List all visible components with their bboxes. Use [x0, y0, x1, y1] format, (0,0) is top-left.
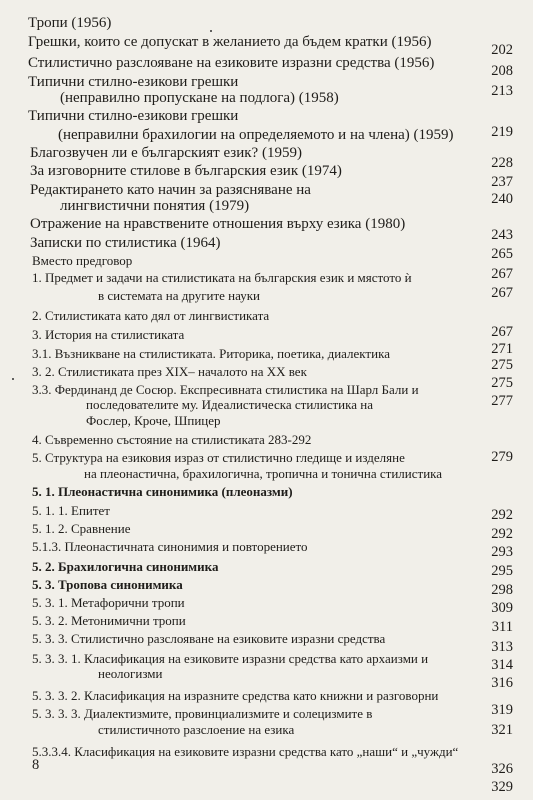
- toc-entry-title: лингвистични понятия (1979): [60, 198, 250, 214]
- toc-page-number: 228: [491, 155, 513, 171]
- toc-entry-title: 5. 3. 2. Метонимични тропи: [32, 613, 186, 628]
- toc-page-number: 275: [491, 357, 513, 373]
- toc-page-number: 219: [491, 124, 513, 140]
- toc-page-number: 316: [491, 675, 513, 691]
- toc-page-number: 213: [491, 83, 513, 99]
- toc-page-number: 275: [491, 375, 513, 391]
- toc-entry-title: 5. 1. Плеонастична синонимика (плеоназми): [32, 484, 293, 499]
- toc-page-number: 329: [491, 779, 513, 795]
- toc-entry-title: Редактирането като начин за разясняване на: [30, 182, 311, 198]
- toc-entry-title: 5. 3. 3. Стилистично разслоявaне на езиковите изразни средства: [32, 631, 386, 646]
- toc-page-number: 293: [491, 544, 513, 560]
- toc-page-number: 267: [491, 285, 513, 301]
- toc-entry-title: (неправилни брахилогии на определяемото и на члена) (1959): [58, 127, 454, 143]
- toc-entry-title: 5. 3. 1. Метафорични тропи: [32, 595, 185, 610]
- toc-entry-title: Записки по стилистика (1964): [30, 235, 221, 251]
- toc-page-number: 321: [491, 722, 513, 738]
- toc-entry-title: Грешки, които се допускат в желанието да бъдем кратки (1956): [28, 34, 432, 50]
- toc-entry-title: стилистичното разслоение на езика: [98, 722, 295, 737]
- toc-page-number: 208: [491, 63, 513, 79]
- toc-page-number: 313: [491, 639, 513, 655]
- toc-entry-title: 3. История на стилистиката: [32, 327, 185, 342]
- toc-page-number: 326: [491, 761, 513, 777]
- toc-entry-title: Отражение на нравствените отношения върху езика (1980): [30, 216, 406, 232]
- toc-entry-title: 5. 3. Тропова синонимика: [32, 577, 183, 592]
- toc-entry-title: 3.1. Възникване на стилистиката. Риторика, поетика, диалектика: [32, 346, 390, 361]
- toc-entry-title: 5. Структура на езиковия израз от стилистично гледище и изделяне: [32, 450, 405, 465]
- toc-page-number: 314: [491, 657, 513, 673]
- toc-entry-title: 5. 1. 1. Епитет: [32, 503, 110, 518]
- toc-entry-title: Благозвучен ли е българският език? (1959): [30, 145, 302, 161]
- toc-page-number: 279: [491, 449, 513, 465]
- toc-page-number: 237: [491, 174, 513, 190]
- toc-page-number: 311: [491, 619, 513, 635]
- toc-page-number: 243: [491, 227, 513, 243]
- toc-entry-title: 5. 1. 2. Сравнение: [32, 521, 131, 536]
- toc-entry-title: Типични стилно-езикови грешки: [28, 108, 239, 124]
- toc-page-number: 309: [491, 600, 513, 616]
- toc-entry-title: 5. 3. 3. 1. Класификация на езиковите изразни средства като архаизми и: [32, 651, 429, 666]
- toc-entry-title: последователите му. Идеалистическа стилистика на: [86, 397, 374, 412]
- toc-page-number: 271: [491, 341, 513, 357]
- toc-entry-title: 3.3. Фердинанд де Сосюр. Експресивната стилистика на Шарл Бали и: [32, 382, 419, 397]
- toc-page-number: 292: [491, 526, 513, 542]
- toc-entry-title: на плеонастична, брахилогична, тропична и тонична стилистика: [84, 466, 443, 481]
- toc-entry-title: 4. Съвременно състояние на стилистиката 283-292: [32, 432, 312, 447]
- toc-page-number: 277: [491, 393, 513, 409]
- toc-entry-title: Тропи (1956): [28, 15, 112, 31]
- toc-page-number: 265: [491, 246, 513, 262]
- speck: [210, 30, 212, 32]
- toc-entry-title: 5. 3. 3. 2. Класификация на изразните средства като книжни и разговорни: [32, 688, 439, 703]
- toc-page-number: 240: [491, 191, 513, 207]
- toc-page-number: 295: [491, 563, 513, 579]
- toc-page-number: 267: [491, 324, 513, 340]
- toc-page-number: 202: [491, 42, 513, 58]
- toc-entry-title: Фослер, Кроче, Шпицер: [86, 413, 221, 428]
- page-number: 8: [32, 757, 40, 773]
- toc-entry-title: 2. Стилистиката като дял от лингвистиката: [32, 308, 270, 323]
- toc-entry-title: Типични стилно-езикови грешки: [28, 74, 239, 90]
- toc-entry-title: 3. 2. Стилистиката през XIX– началото на XX век: [32, 364, 307, 379]
- toc-entry-title: (неправилно пропускане на подлога) (1958): [60, 90, 339, 106]
- toc-entry-title: в системата на другите науки: [98, 288, 261, 303]
- toc-entry-title: За изговорните стилове в българския език (1974): [30, 163, 342, 179]
- toc-entry-title: 1. Предмет и задачи на стилистиката на българския език и мястото ѝ: [32, 270, 412, 285]
- toc-entry-title: Стилистично разслоявaне на езиковите изразни средства (1956): [28, 55, 435, 71]
- toc-page-number: 319: [491, 702, 513, 718]
- toc-entry-title: 5.3.3.4. Класификация на езиковите изразни средства като „наши“ и „чужди“: [32, 744, 459, 759]
- toc-entry-title: 5.1.3. Плеонастичната синонимия и повторението: [32, 539, 308, 554]
- toc-entry-title: Вместо предговор: [32, 253, 133, 268]
- toc-page-number: 292: [491, 507, 513, 523]
- toc-page-number: 298: [491, 582, 513, 598]
- speck: [12, 378, 14, 380]
- toc-page-number: 267: [491, 266, 513, 282]
- toc-entry-title: неологизми: [98, 666, 163, 681]
- toc-entry-title: 5. 3. 3. 3. Диалектизмите, провинциализмите и солецизмите в: [32, 706, 373, 721]
- toc-entry-title: 5. 2. Брахилогична синонимика: [32, 559, 219, 574]
